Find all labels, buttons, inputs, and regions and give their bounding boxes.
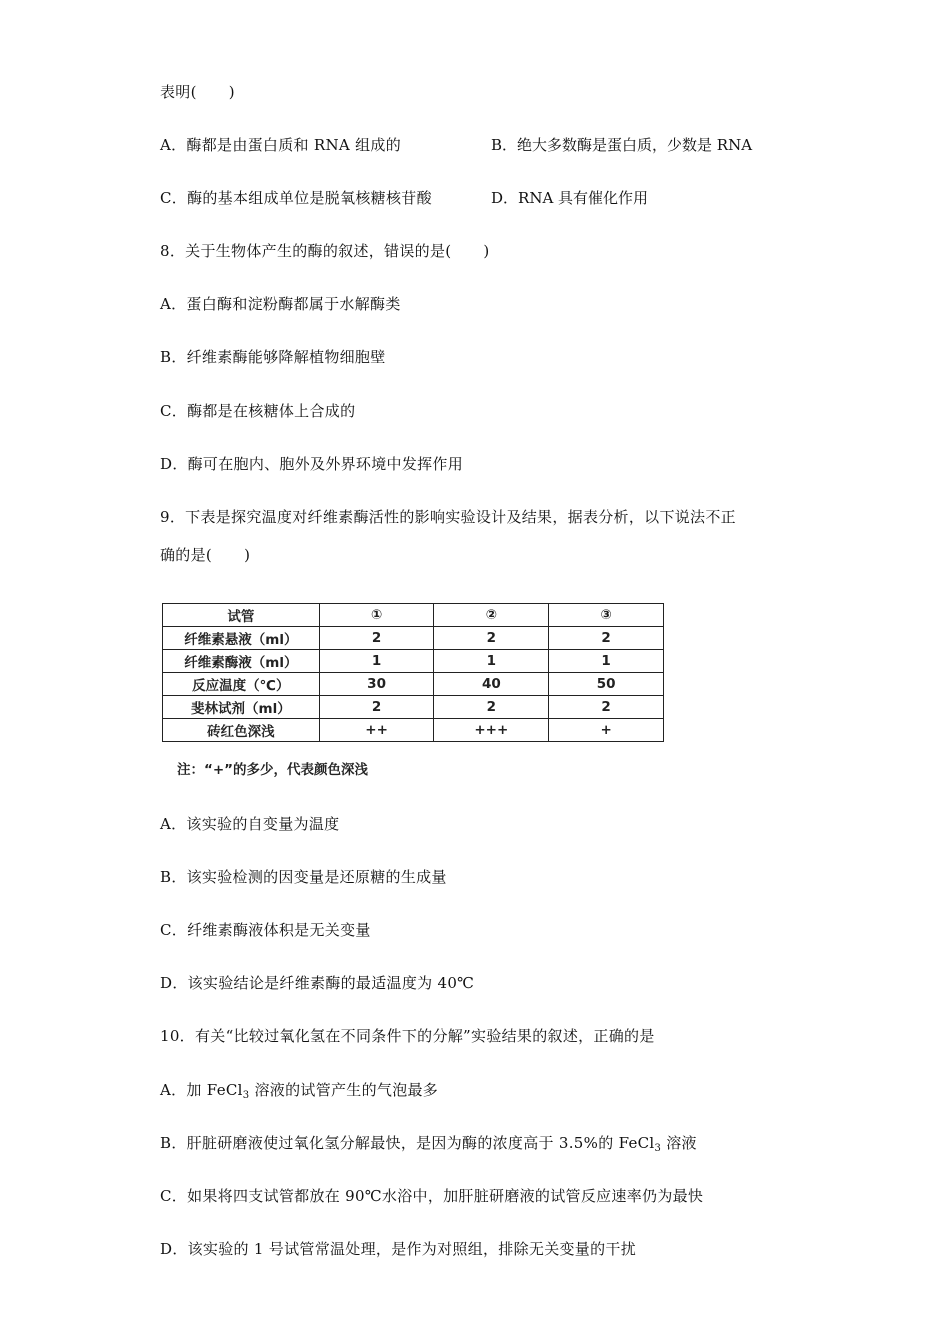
table-cell: 1 xyxy=(549,650,664,673)
table-cell: 2 xyxy=(319,696,434,719)
table-cell: + xyxy=(549,719,664,742)
q7-option-a[interactable]: A．酶都是由蛋白质和 RNA 组成的 xyxy=(160,136,402,154)
q9-option-a[interactable]: A．该实验的自变量为温度 xyxy=(160,815,340,833)
table-header-cell: ② xyxy=(434,604,549,627)
table-row xyxy=(163,673,664,696)
table-cell: 1 xyxy=(434,650,549,673)
table-header-cell: ① xyxy=(319,604,434,627)
q8-option-a[interactable]: A．蛋白酶和淀粉酶都属于水解酶类 xyxy=(160,295,401,313)
q10-option-d[interactable]: D．该实验的 1 号试管常温处理，是作为对照组，排除无关变量的干扰 xyxy=(160,1240,637,1258)
q7-option-d[interactable]: D．RNA 具有催化作用 xyxy=(491,189,649,207)
q9-option-b[interactable]: B．该实验检测的因变量是还原糖的生成量 xyxy=(160,868,447,886)
q8-option-d[interactable]: D．酶可在胞内、胞外及外界环境中发挥作用 xyxy=(160,455,464,473)
table-cell: 纤维素酶液（ml） xyxy=(163,650,320,673)
q8-stem: 8．关于生物体产生的酶的叙述，错误的是( ) xyxy=(160,242,490,260)
table-row xyxy=(163,719,664,742)
table-cell: 2 xyxy=(319,627,434,650)
table-header-cell: ③ xyxy=(549,604,664,627)
table-cell: 2 xyxy=(549,627,664,650)
table-header-cell: 试管 xyxy=(163,604,320,627)
table-cell: 2 xyxy=(549,696,664,719)
table-cell: 30 xyxy=(319,673,434,696)
table-cell: 斐林试剂（ml） xyxy=(163,696,320,719)
q7-option-b[interactable]: B．绝大多数酶是蛋白质，少数是 RNA xyxy=(491,136,753,154)
q9-option-c[interactable]: C．纤维素酶液体积是无关变量 xyxy=(160,921,371,939)
q10-option-b[interactable]: B．肝脏研磨液使过氧化氢分解最快，是因为酶的浓度高于 3.5%的 FeCl$_3$ 溶液 xyxy=(160,1134,697,1154)
q9-stem-line1: 9．下表是探究温度对纤维素酶活性的影响实验设计及结果，据表分析，以下说法不正 xyxy=(160,508,736,526)
q9-option-d[interactable]: D．该实验结论是纤维素酶的最适温度为 40℃ xyxy=(160,974,475,992)
q10-option-a[interactable]: A．加 FeCl$_3$ 溶液的试管产生的气泡最多 xyxy=(160,1081,439,1101)
table-cell: 2 xyxy=(434,627,549,650)
table-cell: 40 xyxy=(434,673,549,696)
table-row xyxy=(163,696,664,719)
table-row xyxy=(163,627,664,650)
table-cell: +++ xyxy=(434,719,549,742)
table-cell: 纤维素悬液（ml） xyxy=(163,627,320,650)
q10-stem: 10．有关“比较过氧化氢在不同条件下的分解”实验结果的叙述，正确的是 xyxy=(160,1027,655,1045)
table-cell: ++ xyxy=(319,719,434,742)
q8-option-c[interactable]: C．酶都是在核糖体上合成的 xyxy=(160,402,356,420)
table-cell: 砖红色深浅 xyxy=(163,719,320,742)
q10-option-c[interactable]: C．如果将四支试管都放在 90℃水浴中，加肝脏研磨液的试管反应速率仍为最快 xyxy=(160,1187,704,1205)
table-row xyxy=(163,650,664,673)
q7-option-c[interactable]: C．酶的基本组成单位是脱氧核糖核苷酸 xyxy=(160,189,432,207)
q8-option-b[interactable]: B．纤维素酶能够降解植物细胞壁 xyxy=(160,348,386,366)
table-cell: 2 xyxy=(434,696,549,719)
table-cell: 50 xyxy=(549,673,664,696)
experiment-table xyxy=(162,603,664,742)
table-cell: 1 xyxy=(319,650,434,673)
table-note: 注：“+”的多少，代表颜色深浅 xyxy=(177,762,369,778)
table-cell: 反应温度（℃） xyxy=(163,673,320,696)
table-header-row xyxy=(163,604,664,627)
q7-stem-tail: 表明( ) xyxy=(160,83,235,101)
q9-stem-line2: 确的是( ) xyxy=(160,546,251,564)
